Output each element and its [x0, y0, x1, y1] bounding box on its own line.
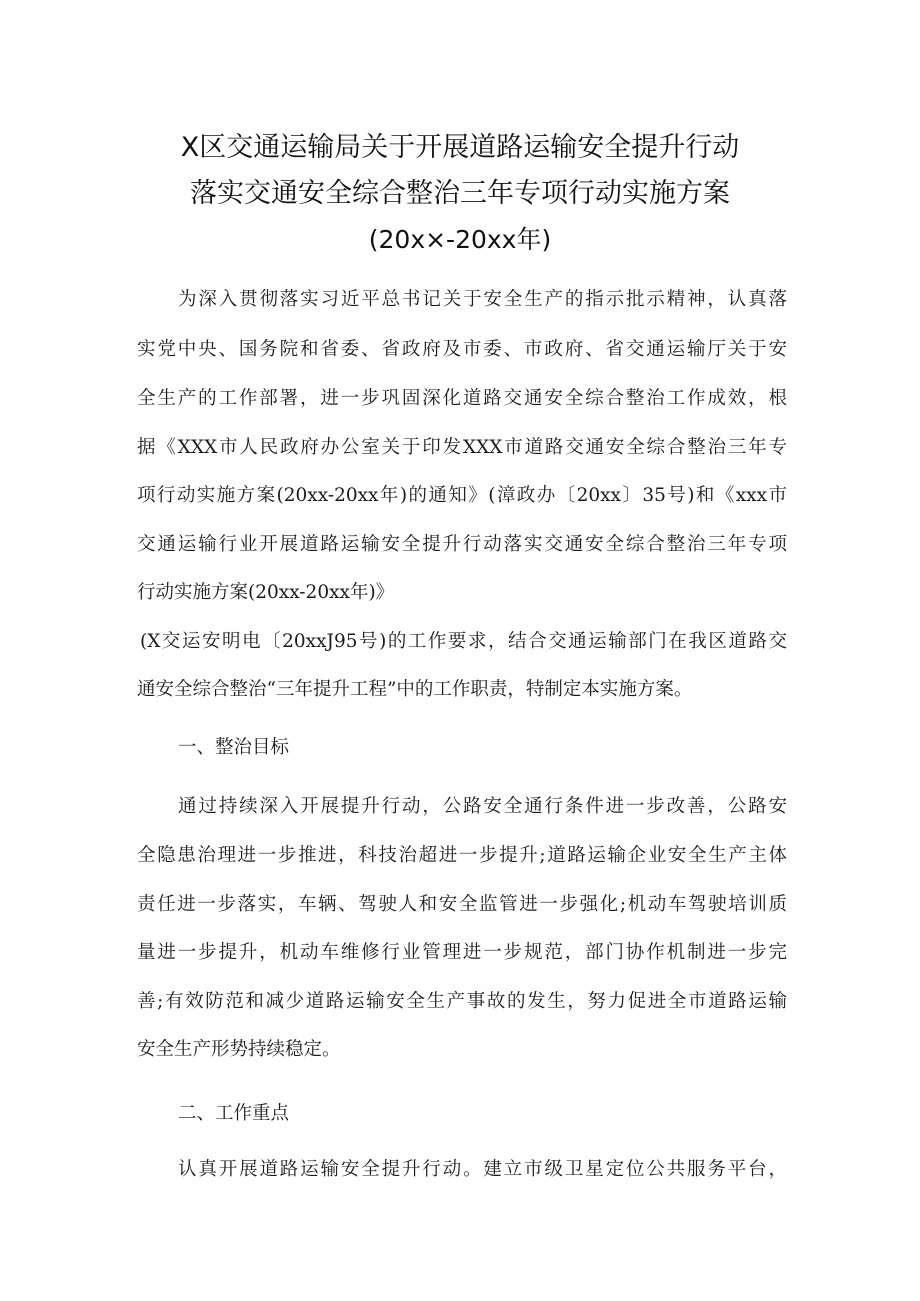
- intro-cont-line-1: (X交运安明电〔20xxJ95号)的工作要求，结合交通运输部门在我区道路交: [140, 631, 787, 652]
- intro-line-6: 交通运输行业开展道路运输安全提升行动落实交通安全综合整治三年专项: [137, 534, 787, 555]
- intro-line-2: 实党中央、国务院和省委、省政府及市委、市政府、省交通运输厅关于安: [137, 339, 787, 360]
- intro-line-5: 项行动实施方案(20xx-20xx年)的通知》(漳政办〔20xx〕35号)和《xxx市: [137, 485, 787, 506]
- section1-line-1: 通过持续深入开展提升行动，公路安全通行条件进一步改善，公路安: [178, 796, 787, 817]
- intro-line-4: 据《XXX市人民政府办公室关于印发XXX市道路交通安全综合整治三年专: [137, 437, 787, 458]
- intro-line-3: 全生产的工作部署，进一步巩固深化道路交通安全综合整治工作成效，根: [137, 388, 787, 409]
- section1-line-3: 责任进一步落实，车辆、驾驶人和安全监管进一步强化;机动车驾驶培训质: [137, 894, 787, 915]
- document-title-line-1: X区交通运输局关于开展道路运输安全提升行动: [180, 132, 740, 163]
- document-title-line-3: (20x×-20xx年): [368, 225, 552, 254]
- intro-cont-line-2: 通安全综合整治“三年提升工程”中的工作职责，特制定本实施方案。: [137, 679, 693, 700]
- section-heading-2: 二、工作重点: [178, 1103, 290, 1124]
- section1-line-5: 善;有效防范和减少道路运输安全生产事故的发生，努力促进全市道路运输: [137, 991, 787, 1012]
- section1-line-2: 全隐患治理进一步推进，科技治超进一步提升;道路运输企业安全生产主体: [137, 845, 787, 866]
- section1-line-6: 安全生产形势持续稳定。: [137, 1039, 341, 1060]
- document-title-line-2: 落实交通安全综合整治三年专项行动实施方案: [190, 178, 730, 209]
- intro-line-7: 行动实施方案(20xx-20xx年)》: [137, 582, 395, 603]
- section2-line-1: 认真开展道路运输安全提升行动。建立市级卫星定位公共服务平台，: [178, 1159, 787, 1180]
- section-heading-1: 一、整治目标: [178, 737, 290, 758]
- section1-line-4: 量进一步提升，机动车维修行业管理进一步规范，部门协作机制进一步完: [137, 942, 787, 963]
- intro-line-1: 为深入贯彻落实习近平总书记关于安全生产的指示批示精神，认真落: [178, 289, 787, 310]
